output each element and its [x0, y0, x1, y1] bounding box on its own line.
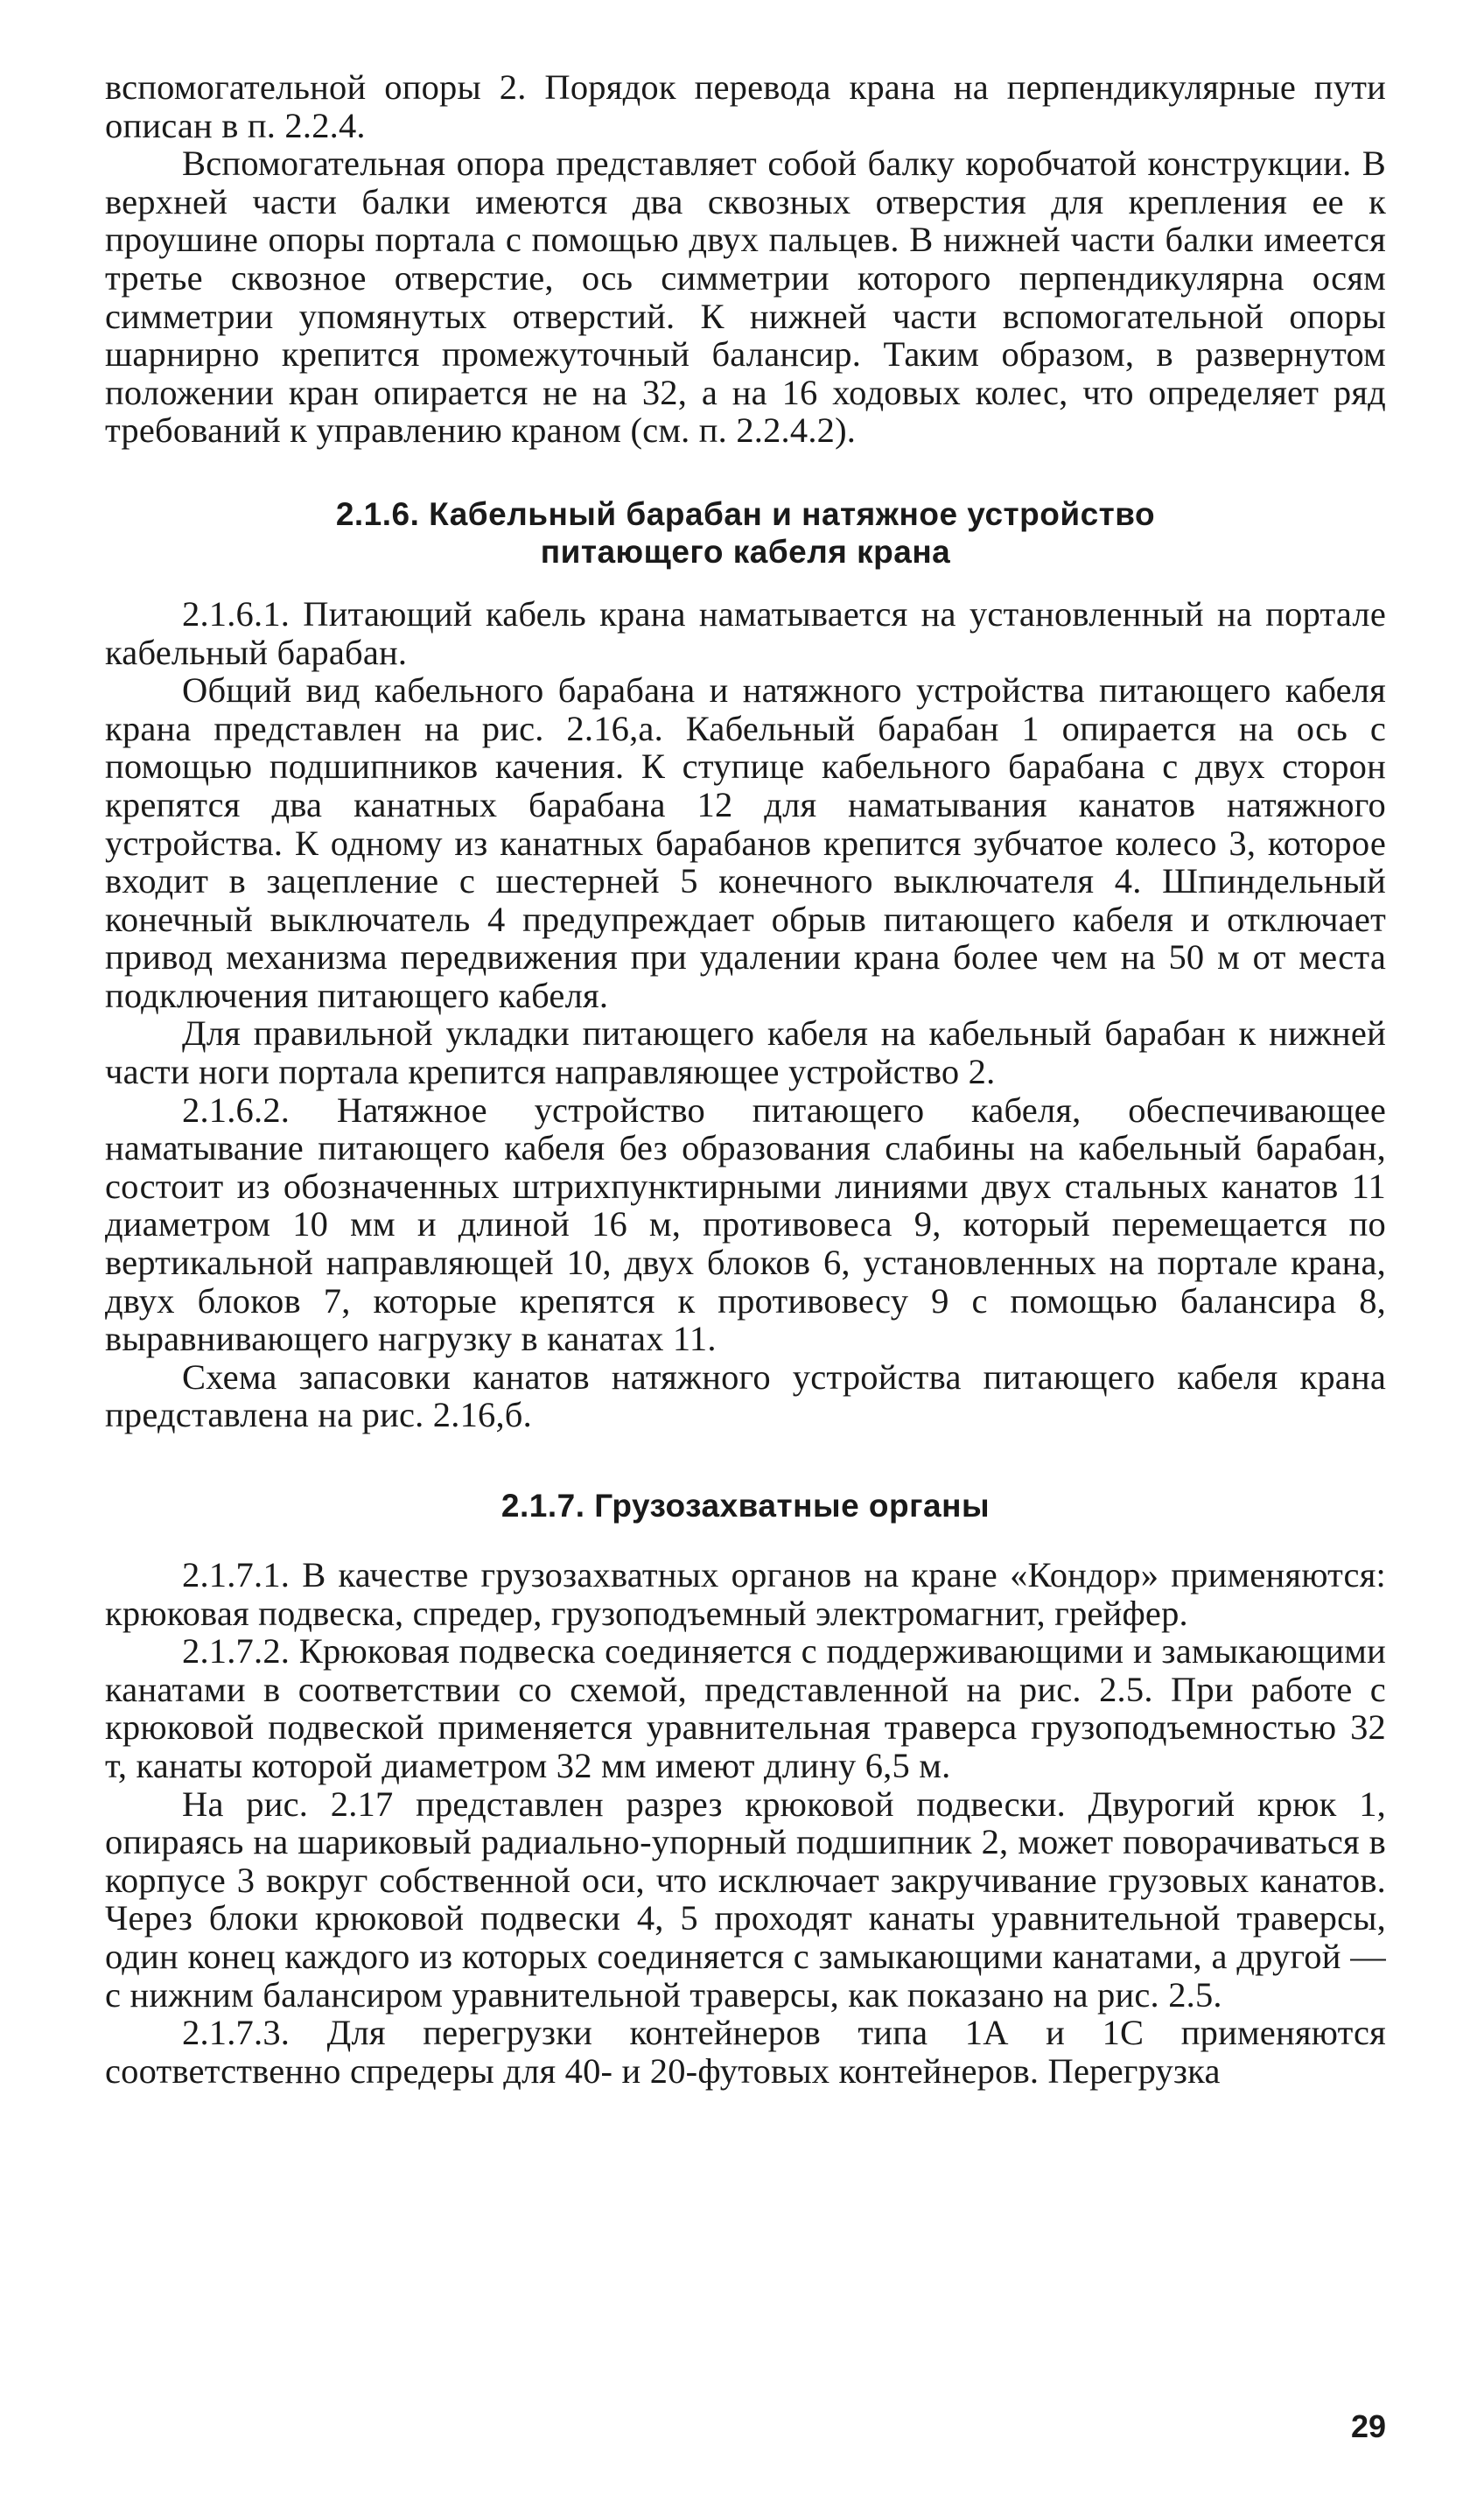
paragraph-2-1-6-2: 2.1.6.2. Натяжное устройство питающего кабеля, обеспечивающее наматывание питающего кабеля без образования слабины на кабельный барабан, состоит из обозначенных штрихпунктирными линиями двух стальных канатов 11 диаметром 10 мм и длиной 16 м, противовеса 9, который перемещается по вертикальной направляющей 10, двух блоков 6, установленных на портале крана, двух блоков 7, которые крепятся к противовесу 9 с помощью балансира 8, выравнивающего нагрузку в канатах 11.: [105, 1090, 1386, 1359]
section-heading-2-1-6-line1: 2.1.6. Кабельный барабан и натяжное устройство: [335, 495, 1156, 532]
paragraph-rope-scheme: Схема запасовки канатов натяжного устройства питающего кабеля крана представлена на рис. 2.16,б.: [105, 1356, 1386, 1435]
paragraph-2-1-7-2: 2.1.7.2. Крюковая подвеска соединяется с поддерживающими и замыкающими канатами в соответствии со схемой, представленной на рис. 2.5. При работе с крюковой подвеской применяется уравнительная траверса грузоподъемностью 32 т, канаты которой диаметром 32 мм имеют длину 6,5 м.: [105, 1631, 1386, 1785]
section-heading-2-1-6-line2: питающего кабеля крана: [540, 533, 951, 570]
paragraph-2-1-6-1: 2.1.6.1. Питающий кабель крана наматывается на установленный на портале кабельный барабан.: [105, 593, 1386, 672]
paragraph-auxiliary-support: Вспомогательная опора представляет собой балку коробчатой конструкции. В верхней части балки имеются два сквозных отверстия для крепления ее к проушине опоры портала с помощью двух пальцев. В нижней части балки имеется третье сквозное отверстие, ось симметрии которого перпендикулярна осям симметрии упомянутых отверстий. К нижней части вспомогательной опоры шарнирно крепится промежуточный балансир. Таким образом, в развернутом положении кран опирается не на 32, а на 16 ходовых колес, что определяет ряд требований к управлению краном (см. п. 2.2.4.2).: [105, 144, 1386, 451]
section-heading-2-1-7: 2.1.7. Грузозахватные органы: [500, 1488, 990, 1524]
paragraph-continuation: вспомогательной опоры 2. Порядок перевода крана на перпендикулярные пути описан в п. 2.2.4.: [105, 67, 1386, 145]
paragraph-2-1-7-3: 2.1.7.3. Для перегрузки контейнеров типа 1А и 1С применяются соответственно спредеры для 40- и 20-футовых контейнеров. Перегрузка: [105, 2013, 1386, 2091]
section-heading-2-1-6: [105, 495, 1386, 571]
paragraph-hook-section: На рис. 2.17 представлен разрез крюковой подвески. Двурогий крюк 1, опираясь на шариковый радиально-упорный подшипник 2, может поворачиваться в корпусе 3 вокруг собственной оси, что исключает закручивание грузовых канатов. Через блоки крюковой подвески 4, 5 проходят канаты уравнительной траверсы, один конец каждого из которых соединяется с замыкающими канатами, а другой — с нижним балансиром уравнительной траверсы, как показано на рис. 2.5.: [105, 1784, 1386, 2015]
paragraph-guide-device: Для правильной укладки питающего кабеля на кабельный барабан к нижней части ноги портала крепится направляющее устройство 2.: [105, 1013, 1386, 1092]
page-number: 29: [1350, 2408, 1386, 2444]
paragraph-cable-drum: Общий вид кабельного барабана и натяжного устройства питающего кабеля крана представлен на рис. 2.16,а. Кабельный барабан 1 опирается на ось с помощью подшипников качения. К ступице кабельного барабана с двух сторон крепятся два канатных барабана 12 для наматывания канатов натяжного устройства. К одному из канатных барабанов крепится зубчатое колесо 3, которое входит в зацепление с шестерней 5 конечного выключателя 4. Шпиндельный конечный выключатель 4 предупреждает обрыв питающего кабеля и отключает привод механизма передвижения при удалении крана более чем на 50 м от места подключения питающего кабеля.: [105, 670, 1386, 1015]
paragraph-2-1-7-1: 2.1.7.1. В качестве грузозахватных органов на кране «Кондор» применяются: крюковая подвеска, спредер, грузоподъемный электромагнит, грейфер.: [105, 1555, 1386, 1633]
